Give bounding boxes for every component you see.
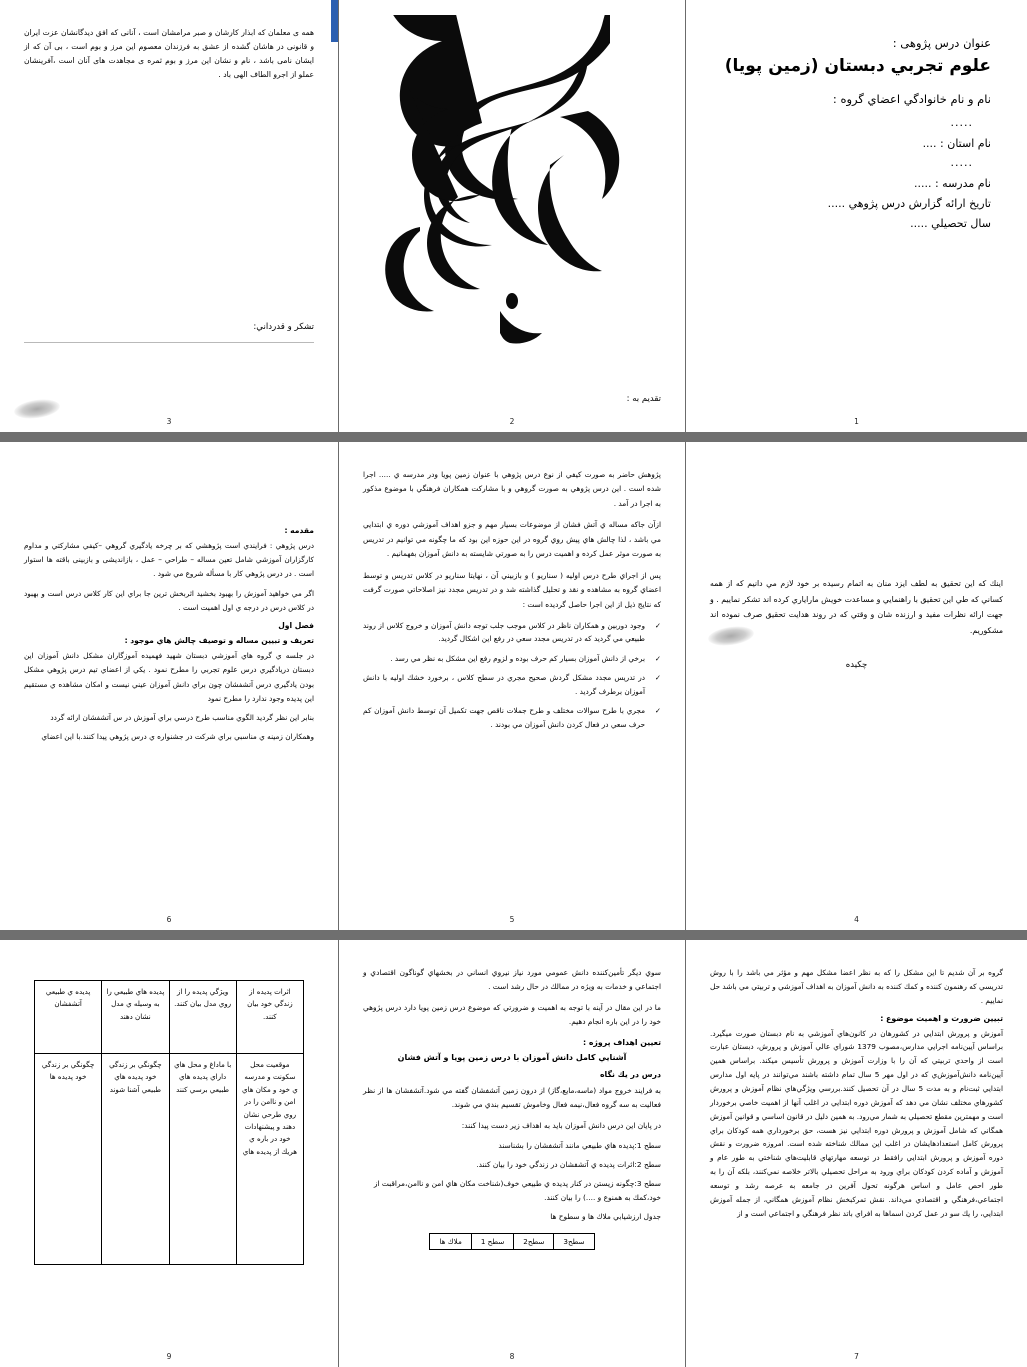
- page9-number: 9: [166, 1352, 172, 1361]
- page1-group-label: نام و نام خانوادگي اعضاي گروه :: [832, 92, 991, 106]
- page3-thanks-label: تشكر و قدرداني:: [253, 322, 314, 333]
- page2-number: 2: [509, 417, 515, 426]
- page8-paragraph-2: ما در اين مقال در آينه با توجه به اهميت و ضرورتي كه موضوع درس زمين پويا دارد درس پژوهي خود را در اين باره انجام دهيم.: [363, 1002, 661, 1027]
- page1-title-label: عنوان درس پژوهی :: [892, 36, 991, 50]
- document-page-2: [339, 0, 685, 432]
- document-page-4: [686, 442, 1027, 930]
- table-cell: ملاك ها: [430, 1233, 471, 1249]
- page3-paragraph-1: همه ی معلمان که ابذار کارشان و صبر مرامشان است ، آنانی که افق دیدگانشان عزت ایران و قانونی در هاشان گشده از عشق به فرزندان معصوم این مرز و بوم است ، بی آن که از ایشان نامی باشد ، نام و نشان این مرز و بوم ثمره ی مجاهدت های آنان است ،آفرینشان عملو از اجرو الطاف الهی باد .: [24, 28, 314, 80]
- page5-paragraph-3: پس از اجراي طرح درس اوليه ( سناريو ) و بازبيني آن ، نهايتا سناريو در كلاس تدريس و توسط اعضاي گروه به مشاهده و نقد و تحليل گذاشته شد و در تدريس مجدد نيز اصلاحاتي صورت گرفت كه نتايج ذيل از اين اجرا حاصل گرديده است :: [363, 570, 661, 609]
- page1-number: 1: [854, 417, 859, 426]
- page8-goal-text: آشنايي كامل دانش آموزان با درس زمين پويا و آتش فشان: [397, 1052, 627, 1062]
- table-cell: اثرات پديده از زندگي خود بيان كنند.: [236, 981, 303, 1054]
- page1-title-main: علوم تجربي دبستان (زمين پويا): [724, 56, 991, 76]
- table-cell: پديده هاي طبيعي را به وسيله ي مدل نشان دهند: [102, 981, 169, 1054]
- page1-dots-1: .....: [950, 116, 973, 129]
- page9-criteria-matrix: [34, 980, 304, 1265]
- page6-paragraph-1: درس پژوهي : فرايندي است پژوهشي كه بر چرخه يادگيري گروهي –كيفي مشاركتي و مداوم كارگزاران آموزشي شامل تعين مساله – طراحي – عمل ، بازاندیشی و بازبینی باقته ها استوار است . در درس پژوهي كار با مسأله شروع مي شود .: [24, 541, 314, 579]
- table-cell: سطح2: [514, 1233, 554, 1249]
- page8-criteria-table: [429, 1233, 594, 1250]
- table-cell: چگونگي بر زندگي خود پديده هاي طبيعي آشنا شوند: [102, 1054, 169, 1265]
- page6-paragraph-3: در جلسه ي گروه هاي آموزشي دبستان شهيد فهميده آموزگاران مشكل دانش آموزان اين دبستان دريادگيري درس علوم تجربي را مطرح نمود . يكي از اعضاي تيم درس پژوهي مشكل بودن يادگيري درس آتشفشان چون براي دانش آموزان عيني نيست و امكان مشاهده ي مستقيم اين پديده وجود ندارد را مطرح نمود: [24, 651, 314, 703]
- page6-paragraph-2: اگر مي خواهيد آموزش را بهبود بخشيد اثربخش ترين جا براي اين كار كلاس درس است و بهبود در كلاس درس در درجه ي اول اهميت است .: [24, 588, 314, 612]
- page1-report-date-label: تاريخ ارائه گزارش درس پژوهي .....: [827, 197, 991, 210]
- table-cell: سطح 1: [471, 1233, 513, 1249]
- page6-paragraph-5: وهمكاران زمينه ي مناسبي براي شركت در جشنواره ي درس پژوهي پيدا كنند.با اين اعضاي: [41, 732, 314, 742]
- page8-level-1: سطح 1:پديده هاي طبيعي مانند آتشفشان را بشناسند: [498, 1141, 661, 1151]
- page6-section-heading: تعريف و تبيين مساله و توصيف چالش هاي موجود :: [124, 636, 314, 646]
- table-cell: سطح3: [554, 1233, 594, 1249]
- page8-paragraph-4: در پايان اين درس دانش آموزان بايد به اهداف زير دست پيدا كنند:: [461, 1120, 661, 1130]
- page5-paragraph-1: پژوهش حاضر به صورت كيفي از نوع درس پژوهي با عنوان زمين پويا ودر مدرسه ي ..... اجرا شده است . اين درس پژوهي به صورت گروهي و با مشاركت همكاران فرهنگي با موضوع مذكور به اجرا در آمد .: [363, 470, 661, 508]
- page5-findings-list: [363, 619, 661, 731]
- page6-intro-heading: مقدمه :: [284, 526, 314, 535]
- table-row: [430, 1233, 594, 1249]
- document-page-5: [339, 442, 685, 930]
- page5-number: 5: [509, 915, 515, 924]
- page8-table-caption: جدول ارزشيابي ملاك ها و سطوح ها: [550, 1212, 661, 1222]
- page7-paragraph-1: گروه بر آن شديم تا اين مشكل را كه به نظر اعضا مشكل مهم و مؤثر مي باشد را با روش تدريسي كه رهنمون كننده و كمك كننده به دانش آموزان به اهداف آموزشي و تربيتي مي باشد حل نماييم .: [710, 968, 1003, 1005]
- page8-level-2: سطح 2:اثرات پديده ي آتشفشان در زندگي خود را بيان كنند.: [476, 1160, 661, 1170]
- document-page-6: [0, 442, 338, 930]
- page-separator-horizontal: [0, 930, 1027, 940]
- document-page-7: [686, 940, 1027, 1367]
- page8-paragraph-3: به فرايند خروج مواد (ماسه،مايع،گاز) از درون زمين آتشفشان گفته مي شود.آتشفشان ها از نظر فعاليت به سه گروه فعال،نيمه فعال وخاموش تقسيم بندي مي شوند.: [363, 1085, 661, 1110]
- document-page-1: [686, 0, 1027, 432]
- basmala-calligraphy: [339, 0, 685, 360]
- table-row: [35, 1054, 304, 1265]
- list-item: ✓ وجود دوربين و همكاران ناظر در كلاس موجب جلب توجه دانش آموزان و خروج كلاس از روند طبيعي مي گرديد كه در تدريس مجدد سعي در رفع اين اشكال گرديد.: [363, 619, 661, 646]
- divider: [24, 342, 314, 343]
- list-item: ✓ مجري با طرح سوالات مختلف و طرح جملات ناقص جهت تكميل آن توسط دانش آموزان كم حرف سعي در فعال كردن دانش آموزان مي بودند .: [363, 704, 661, 731]
- list-item: ✓ برخي از دانش آموزان بسيار كم حرف بوده و لزوم رفع اين مشكل به نظر مي رسد .: [363, 652, 661, 665]
- page8-heading-glance: درس در يك نگاه: [599, 1069, 661, 1079]
- page7-heading-importance: تبيين ضرورت و اهميت موضوع :: [880, 1013, 1003, 1023]
- page4-abstract-label: چكيده: [845, 660, 868, 671]
- page4-paragraph-1: اينك كه اين تحقيق به لطف ايزد منان به اتمام رسيده بر خود لازم مي دانيم كه از همه كساني كه طي اين تحقيق با راهنمايي و مساعدت خويش ماراياري كرده اند تشكر نماييم . و جهت ارائه نظرات مفيد و ارزنده شان و وقتي كه در روند هدايت تحقيق صرف نموده اند مشكوريم.: [710, 579, 1003, 635]
- page7-number: 7: [854, 1352, 859, 1361]
- page8-number: 8: [509, 1352, 515, 1361]
- document-page-3: [0, 0, 338, 432]
- page8-level-3: سطح 3:چگونه زيستن در كنار پديده ي طبيعي خوف(شناخت مكان هاي امن و ناامن،مراقبت از خود،كمك به همنوع و ....) را بيان كنند.: [373, 1179, 661, 1203]
- table-cell: پديده ي طبيعي آتشفشان: [35, 981, 102, 1054]
- page4-number: 4: [854, 915, 859, 924]
- page1-school-label: نام مدرسه : .....: [914, 177, 991, 190]
- page8-heading-goals: تعيين اهداف پروژه :: [583, 1037, 661, 1047]
- table-cell: موقعيت محل سكونت و مدرسه ي خود و مكان هاي امن و ناامن را در روي طرحي نشان دهند و پيشنهادات خود در باره ي هريك از پديده هاي: [236, 1054, 303, 1265]
- page6-number: 6: [166, 915, 172, 924]
- page7-paragraph-2: آموزش و پرورش ابتدايي در كشورهان در كانون‌هاي آموزشي به نام دبستان صورت ميگيرد. براساس آيين‌نامه اجرايي مدارس،مصوب 1379 شوراي عالي آموزش و پرورش، دبستان عبارت است از واحدي تربيتي كه آن را با وزارت آموزش و پرورش تأسيس ميكند. براساس همين آيين‌نامه دانش‌آموزش‌‌ي كه در اول مهر 5 سال تمام داشته باشند مي‌توانند در پايه اول مدارس ابتدايي ثبت‌نام و به مدت 5 سال در آن تحصيل كنند.بررسي ويژگي‌هاي نظام آموزش و پرورش كشورهاي مختلف نشان مي دهد كه آموزش دوره ابتدايي در اغلب آنها از اهميت خاصي برخوردار است و مهمترين مقطع تحصيلي به شمار مي‌رود. به همين دليل در قانون اساسي و قوانين آموزش همگاني كه شامل آموزش و پرورش دوره ابتدايي نيز هست، حق برخورداري همه كودكان براي پرورش كامل استعدادهايشان در اغلب اين ممالك شناخته شده است. امروزه ضرورت و نقش دوره آموزش و پرورش ابتدايي رافقط در توسعه مهارتهاي قابليت‌هاي شناختي به طور عام و آموزش و آماده كردن كودكان براي ورود به مراحل تحصيلي بالاتر خلاصه نمي‌كنند، بلكه آن را به طور احص عامل و اساس هرگونه تحول آفرين در جامعه به عرصه رشد و توسعه اجتماعي،فرهنگي و اقتصادي مي‌داند. نقش تمركبخش نظام آموزش همگاني، از جمله آموزش ابتدايي، را يك سو در عمل كردن اسماها به افراي باتد نظر فرهنگي و اجتماعي است و از: [709, 1028, 1004, 1218]
- table-row: [35, 981, 304, 1054]
- page3-number: 3: [166, 417, 172, 426]
- document-page-9: [0, 940, 338, 1367]
- page1-dots-2: .....: [950, 156, 973, 169]
- page2-dedication-label: تقديم به :: [626, 394, 661, 404]
- table-cell: با ماداغ و محل هاي داراي پديده هاي طبيعي برسي كنند: [169, 1054, 236, 1265]
- page1-academic-year-label: سال تحصيلي .....: [910, 217, 991, 230]
- page6-chapter-heading: فصل اول: [278, 621, 314, 631]
- list-item: ✓ در تدريس مجدد مشكل گردش صحيح مجري در سطح كلاس ، برخورد خشك اوليه با دانش آموزان برطرف گرديد .: [363, 671, 661, 698]
- page-separator-horizontal: [0, 432, 1027, 442]
- table-cell: ويژگي پديده را از روي مدل بيان كنند.: [169, 981, 236, 1054]
- page5-paragraph-2: ازآن جاكه مساله ي آتش فشان از موضوعات بسيار مهم و جزو اهداف آموزشي دوره ي ابتدايي مي باشد ، لذا چالش هاي پيش روي گروه در اين حوزه اين بود كه ما چگونه مي توانيم در تدريس به صورت موثر عمل كرده و اهميت درس را به صورتي شايسته به دانش آموزان بفهمانيم .: [363, 520, 661, 559]
- document-page-8: [339, 940, 685, 1367]
- page6-paragraph-4: بنابر اين نظر گرديد الگوي مناسب طرح درسي براي آموزش در س آتشفشان ارائه گردد: [50, 712, 314, 722]
- table-cell: چگونگي بر زندگي خود پديده ها: [35, 1054, 102, 1265]
- page1-province-label: نام استان : ....: [922, 137, 991, 150]
- page8-paragraph-1: سوي ديگر تأمين‌كننده دانش عمومي مورد نياز نيروي انساني در بخشهاي گوناگون اقتصادي و اجتماعي و خدمات به ويژه در ممالك در حال رشد است .: [363, 968, 661, 992]
